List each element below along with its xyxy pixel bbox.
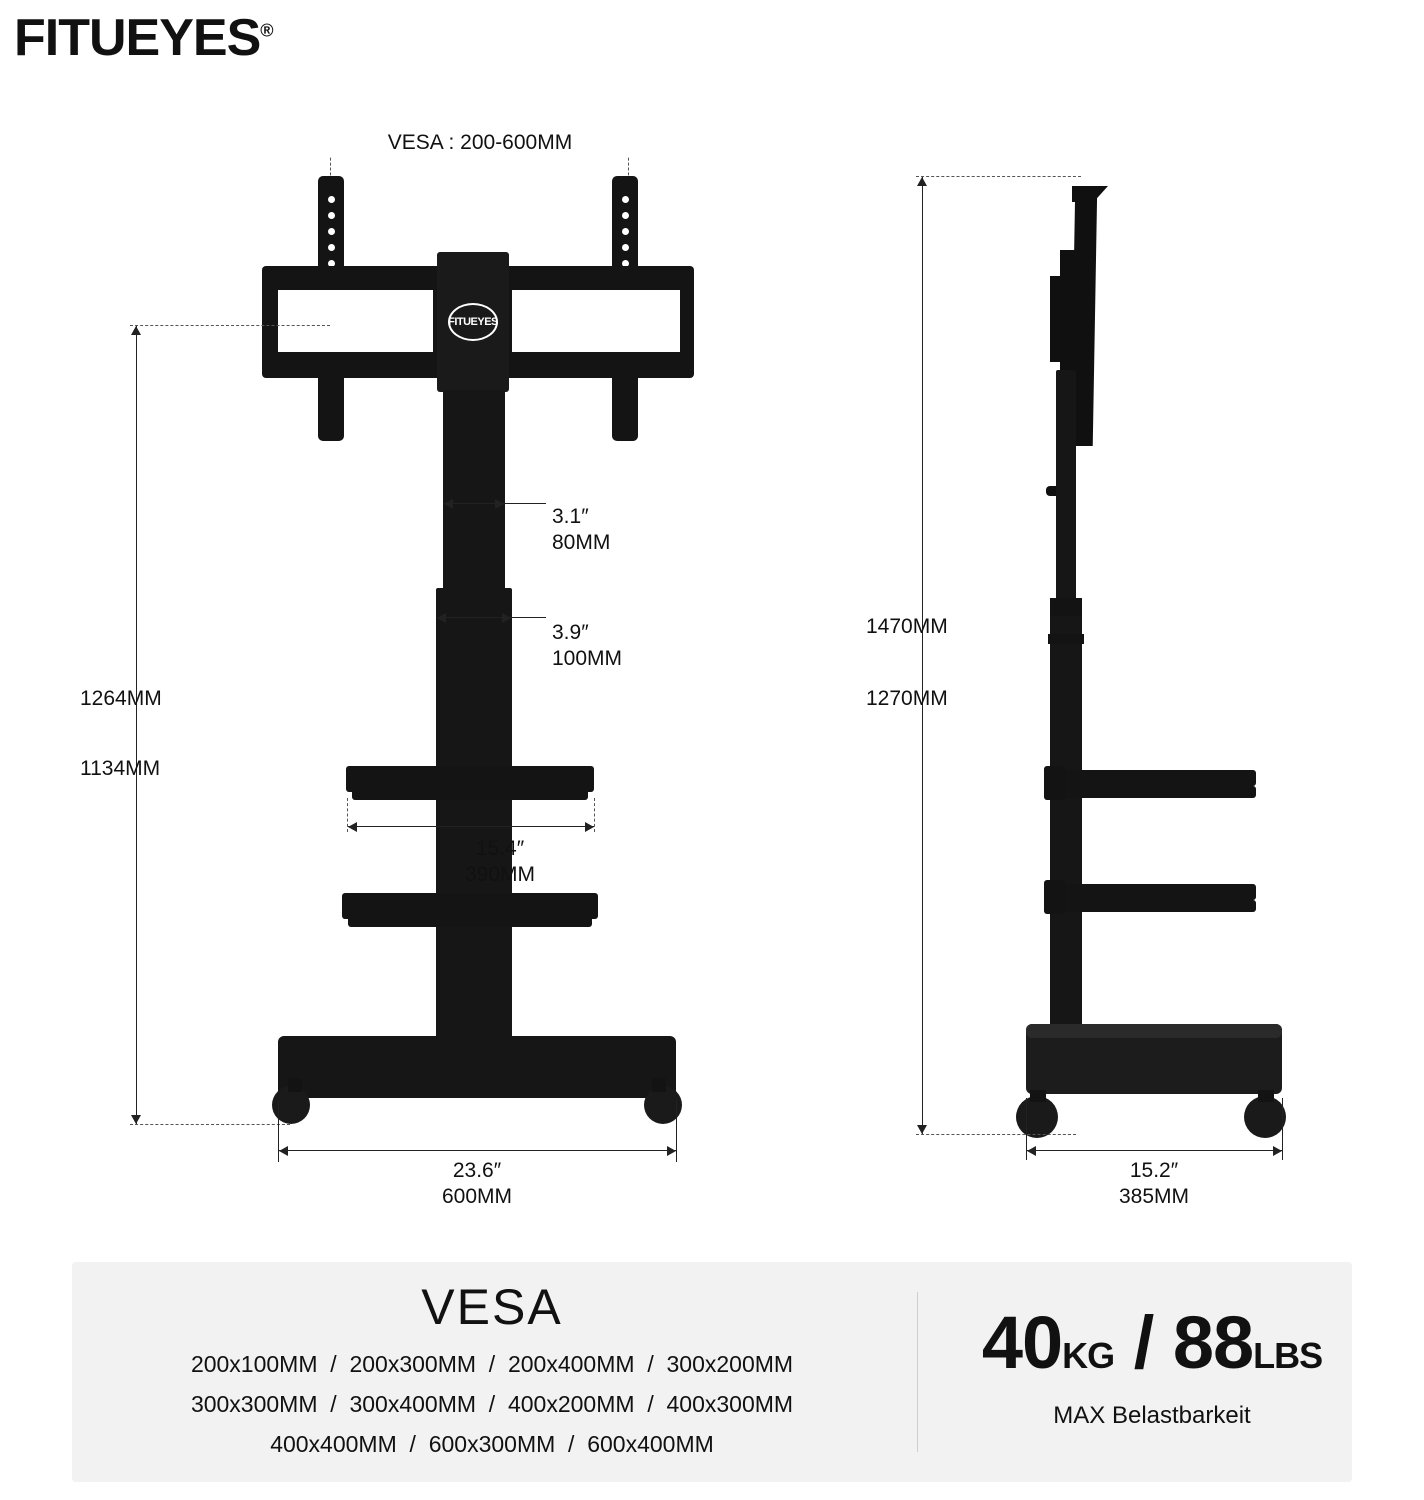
height-dim-arrow-top	[131, 326, 141, 335]
side-depth-guide-right	[1282, 1098, 1283, 1160]
shelf-upper-side-mount	[1044, 766, 1066, 800]
caster-side-stem-right	[1258, 1090, 1274, 1102]
vesa-hole	[328, 212, 335, 219]
base-width-arrow-right	[667, 1146, 676, 1156]
caster-stem-right	[652, 1078, 666, 1092]
pole-collar-side	[1050, 598, 1082, 616]
height-dim-arrow-bottom	[131, 1115, 141, 1124]
caster-stem-left	[288, 1078, 302, 1092]
pole-lower-dim-line	[437, 617, 511, 618]
vesa-span-label: VESA : 200-600MM	[330, 130, 630, 156]
height-dim-line	[136, 326, 137, 1124]
bracket-rail-cutout-left	[278, 290, 433, 352]
base-plate-side-top	[1026, 1024, 1282, 1038]
pole-lower-side	[1050, 598, 1082, 1048]
pole-lower-label: 3.9″ 100MM	[552, 621, 623, 671]
caster-side-stem-left	[1030, 1090, 1046, 1102]
shelf-width-line	[348, 826, 594, 827]
vesa-hole	[328, 244, 335, 251]
pole-upper-leader	[504, 503, 546, 504]
max-load-kg-value: 40	[981, 1301, 1063, 1384]
vesa-size-list	[72, 1344, 912, 1464]
side-depth-arrow-right	[1273, 1146, 1282, 1156]
spec-footer	[72, 1262, 1352, 1482]
brand-name: FITUEYES	[14, 9, 261, 67]
shelf-width-label: 15.4″ 390MM	[464, 837, 536, 887]
brand-registered-mark: ®	[260, 20, 273, 41]
side-height-arrow-top	[917, 177, 927, 186]
height-guide-top	[130, 325, 330, 326]
pole-upper-dim-arrow-left	[444, 499, 453, 509]
vesa-size-row: 400x400MM / 600x300MM / 600x400MM	[270, 1431, 714, 1457]
max-load-caption: MAX Belastbarkeit	[1053, 1402, 1251, 1429]
max-load-lbs-unit: LBS	[1253, 1335, 1323, 1376]
max-load-kg-unit: KG	[1062, 1335, 1115, 1376]
shelf-upper-side-edge	[1064, 786, 1256, 798]
shelf-upper-edge	[352, 790, 588, 800]
shelf-lower-side	[1056, 884, 1256, 900]
shelf-lower-edge	[348, 917, 592, 927]
height-lower-label: 1134MM	[80, 757, 161, 780]
side-height-arrow-bottom	[917, 1125, 927, 1134]
base-width-arrow-left	[279, 1146, 288, 1156]
vesa-title: VESA	[421, 1279, 563, 1335]
pole-upper	[443, 390, 505, 590]
pole-bracket-side	[1048, 634, 1084, 644]
vesa-hole	[622, 212, 629, 219]
center-logo-plate	[437, 252, 509, 392]
shelf-width-guide-right	[594, 798, 595, 832]
side-height-guide-bottom	[916, 1134, 1076, 1135]
side-height-dim-line	[922, 177, 923, 1134]
side-depth-arrow-left	[1027, 1146, 1036, 1156]
base-plate	[278, 1036, 676, 1098]
brand-logo	[14, 8, 273, 68]
max-load-separator: /	[1114, 1301, 1173, 1384]
side-height-lower-label: 1270MM	[866, 687, 948, 710]
pole-lower-dim-arrow-left	[437, 613, 446, 623]
pole-lower-dim-arrow-right	[502, 613, 511, 623]
shelf-width-arrow-right	[585, 822, 594, 832]
side-height-upper-label: 1470MM	[866, 615, 948, 638]
vesa-size-row: 200x100MM / 200x300MM / 200x400MM / 300x200MM	[190, 1351, 794, 1377]
pole-lower-leader	[511, 617, 546, 618]
tv-panel-side-top-tip	[1072, 186, 1108, 202]
tv-mount-arm-side	[1050, 276, 1064, 362]
base-width-label: 23.6″ 600MM	[441, 1159, 513, 1209]
caster-side-left	[1016, 1096, 1058, 1138]
logo-badge: FITUEYES	[448, 303, 498, 341]
shelf-lower	[342, 893, 598, 919]
footer-divider	[917, 1292, 918, 1452]
height-upper-label: 1264MM	[80, 687, 162, 710]
shelf-width-arrow-left	[348, 822, 357, 832]
pole-upper-dim-arrow-right	[495, 499, 504, 509]
shelf-lower-side-mount	[1044, 880, 1066, 914]
side-depth-label: 15.2″ 385MM	[1118, 1159, 1190, 1209]
max-load-lbs-value: 88	[1172, 1301, 1254, 1384]
shelf-lower-side-edge	[1064, 900, 1256, 912]
bracket-rail-cutout-right	[512, 290, 680, 352]
base-width-guide-right	[676, 1100, 677, 1162]
vesa-hole	[622, 196, 629, 203]
side-height-guide-top	[916, 176, 1081, 177]
height-guide-bottom	[130, 1124, 290, 1125]
vesa-hole	[622, 228, 629, 235]
base-width-line	[279, 1150, 676, 1151]
caster-side-right	[1244, 1096, 1286, 1138]
vesa-hole	[622, 244, 629, 251]
vesa-hole	[328, 196, 335, 203]
vesa-size-row: 300x300MM / 300x400MM / 400x200MM / 400x300MM	[190, 1391, 794, 1417]
shelf-upper-side	[1056, 770, 1256, 786]
pole-upper-side	[1056, 370, 1076, 600]
vesa-hole	[328, 228, 335, 235]
side-depth-line	[1027, 1150, 1282, 1151]
max-load-value	[952, 1300, 1352, 1385]
pole-upper-label: 3.1″ 80MM	[552, 505, 611, 555]
shelf-upper	[346, 766, 594, 792]
pole-lower	[436, 588, 512, 1048]
